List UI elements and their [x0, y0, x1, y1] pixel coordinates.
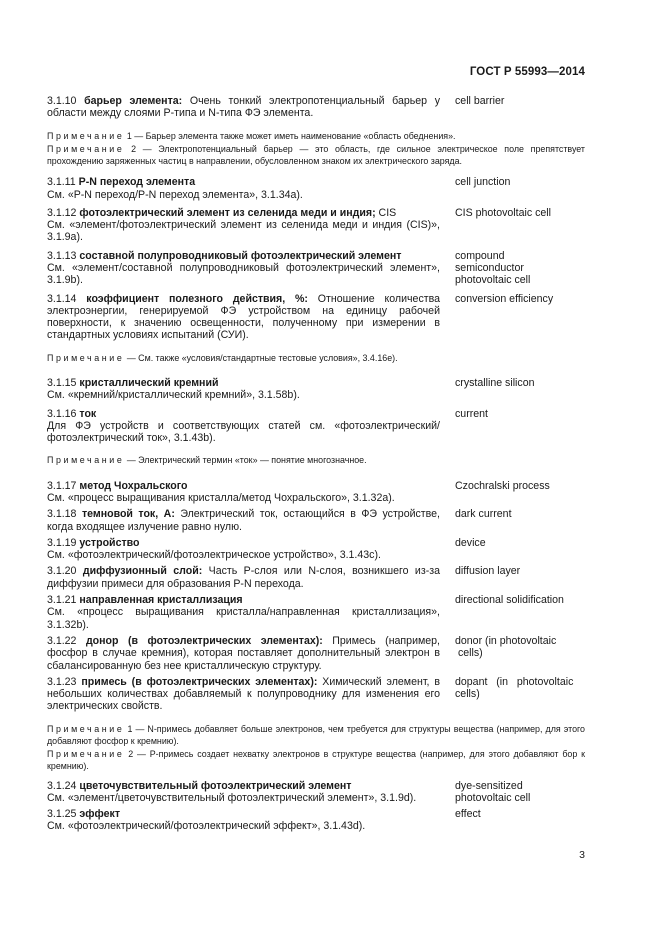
term-definition — [47, 537, 440, 562]
note-label: Примечание — [47, 749, 125, 760]
term-body: См. «фотоэлектрический/фотоэлектрическое устройство», 3.1.43с). — [47, 549, 381, 562]
term-entry — [47, 676, 585, 713]
note-label: Примечание — [47, 143, 125, 154]
term-definition — [47, 508, 440, 533]
term-entry — [47, 594, 585, 631]
term-number: 3.1.21 — [47, 594, 80, 607]
english-equivalent-line: semiconductor — [455, 261, 524, 274]
term-name: примесь (в фотоэлектрических элементах): — [81, 675, 318, 688]
term-entry — [47, 250, 585, 287]
term-name: ток — [79, 407, 97, 420]
term-body: См. «элемент/фотоэлектрический элемент из селенида меди и индия (CIS)», 3.1.9а). — [47, 219, 440, 244]
term-body: Электрический ток, остающийся в ФЭ устройстве, когда входящее излучение равно нулю. — [47, 508, 440, 533]
term-definition — [47, 780, 440, 805]
term-name: фотоэлектрический элемент из селенида меди и индия; — [79, 206, 376, 219]
term-definition — [47, 293, 440, 342]
note-text: — Электрический термин «ток» — понятие многозначное. — [124, 455, 367, 466]
term-entry — [47, 408, 585, 445]
note-label: Примечание — [47, 130, 125, 141]
english-equivalent: CIS photovoltaic cell — [455, 206, 551, 219]
english-equivalent: current — [455, 407, 488, 420]
english-equivalent: cell junction — [455, 176, 511, 189]
term-number: 3.1.23 — [47, 675, 82, 688]
term-definition — [47, 176, 440, 201]
english-equivalent: directional solidification — [455, 594, 564, 607]
term-entry — [47, 377, 585, 402]
note-paragraph — [47, 130, 585, 142]
note-text: 2 — P-примесь создает нехватку электронов в структуре вещества (например, для этого добавляют бор к кремнию). — [47, 749, 585, 772]
term-name: P-N переход элемента — [78, 176, 196, 189]
term-number: 3.1.16 — [47, 407, 80, 420]
note-text: 1 — Барьер элемента также может иметь наименование «область обеднения». — [124, 130, 456, 141]
term-body: См. «фотоэлектрический/фотоэлектрический эффект», 3.1.43d). — [47, 820, 366, 833]
term-entry — [47, 207, 585, 244]
term-number: 3.1.25 — [47, 808, 80, 821]
note-paragraph — [47, 143, 585, 167]
term-body: См. «элемент/составной полупроводниковый фотоэлектрический элемент», 3.1.9b). — [47, 261, 440, 287]
english-equivalent — [455, 635, 587, 660]
english-equivalent — [455, 780, 587, 805]
term-number: 3.1.18 — [47, 508, 82, 521]
term-definition — [47, 565, 440, 590]
term-number: 3.1.12 — [47, 206, 80, 219]
term-body: См. «процесс выращивания кристалла/направленная кристаллизация», 3.1.32b). — [47, 606, 440, 631]
term-number: 3.1.11 — [47, 176, 79, 189]
term-number: 3.1.24 — [47, 779, 80, 792]
english-equivalent-line: photovoltaic cell — [455, 791, 531, 804]
note-text: — См. также «условия/стандартные тестовые условия», 3.4.16е). — [124, 352, 398, 363]
term-name: темновой ток, — [81, 508, 159, 521]
note-paragraph — [47, 454, 585, 466]
english-equivalent: conversion efficiency — [455, 292, 554, 305]
english-equivalent-line: compound — [455, 249, 505, 262]
term-body: См. «процесс выращивания кристалла/метод Чохральского», 3.1.32а). — [47, 491, 395, 504]
term-entry — [47, 808, 585, 833]
note-paragraph — [47, 748, 585, 772]
term-definition — [47, 250, 440, 287]
english-equivalent-line: donor (in photovoltaic — [455, 634, 557, 647]
english-equivalent: crystalline silicon — [455, 376, 535, 389]
term-definition — [47, 408, 440, 445]
term-body: Часть P-слоя или N-слоя, возникшего из-за диффузии примеси для образования P-N перехода. — [47, 565, 440, 590]
term-name: цветочувствительный фотоэлектрический элемент — [79, 779, 352, 792]
english-equivalent-line: cells) — [455, 647, 483, 660]
term-definition — [47, 377, 440, 402]
english-equivalent-line: photovoltaic cell — [455, 274, 531, 287]
term-name: эффект — [79, 808, 121, 821]
document-header: ГОСТ Р 55993—2014 — [469, 66, 585, 78]
term-number: 3.1.10 — [47, 95, 85, 107]
term-body: Для ФЭ устройств и соответствующих статей см. «фотоэлектрический/фотоэлектрический ток», 3.1.43b). — [47, 419, 440, 445]
term-entry — [47, 537, 585, 562]
term-definition — [47, 635, 440, 672]
term-definition — [47, 594, 440, 631]
term-name: метод Чохральского — [79, 479, 188, 492]
term-body: См. «P-N переход/P-N переход элемента», 3.1.34а). — [47, 188, 303, 201]
english-equivalent-line: dye-sensitized — [455, 779, 523, 792]
term-abbreviation: CIS — [375, 206, 397, 219]
english-equivalent-line: cells) — [455, 688, 480, 701]
page-number: 3 — [579, 849, 585, 861]
term-entry — [47, 480, 585, 505]
english-equivalent: Czochralski process — [455, 479, 550, 492]
term-name: донор (в фотоэлектрических элементах): — [85, 634, 323, 647]
term-number: 3.1.19 — [47, 536, 80, 549]
term-entry — [47, 176, 585, 201]
term-number: 3.1.22 — [47, 634, 86, 647]
term-body: Примесь (например, фосфор в случае кремния), которая поставляет дополнительный электрон в сбалансированную без нее кристаллическую структуру. — [47, 634, 440, 672]
term-name: направленная кристаллизация — [79, 594, 243, 607]
term-body: Отношение количества электроэнергии, генерируемой ФЭ устройством на единицу рабочей поверхности, к значению освещенности, полученному при измерении в стандартных условиях испытаний (СУИ). — [47, 292, 440, 342]
term-body: Химический элемент, в небольших количествах добавляемый к полупроводнику для изменения его электрических свойств. — [47, 675, 440, 713]
term-body: См. «элемент/цветочувствительный фотоэлектрический элемент», 3.1.9d). — [47, 791, 417, 804]
term-definition — [47, 207, 440, 244]
term-number: 3.1.13 — [47, 249, 80, 262]
term-name: коэффициент полезного действия, %: — [86, 292, 308, 305]
term-number: 3.1.17 — [47, 479, 80, 492]
term-name: диффузионный слой: — [82, 565, 203, 578]
term-entry — [47, 508, 585, 533]
term-name: барьер элемента: — [84, 95, 183, 107]
term-symbol: A: — [158, 508, 175, 521]
english-equivalent: effect — [455, 808, 481, 821]
english-equivalent — [455, 676, 587, 701]
english-equivalent: diffusion layer — [455, 565, 521, 578]
term-name: составной полупроводниковый фотоэлектрический элемент — [79, 249, 402, 262]
english-equivalent: dark current — [455, 508, 512, 521]
term-entry — [47, 95, 585, 120]
term-entry — [47, 565, 585, 590]
term-definition — [47, 676, 440, 713]
term-body: См. «кремний/кристаллический кремний», 3.1.58b). — [47, 389, 300, 402]
term-entry — [47, 293, 585, 342]
note-label: Примечание — [47, 455, 125, 466]
note-text: 2 — Электропотенциальный барьер — это область, где сильное электрическое поле препятствует прохождению заряженных частиц в направлении, обусловленном знаком их электрического заряда. — [47, 143, 585, 166]
note-label: Примечание — [47, 723, 125, 734]
term-body: Очень тонкий электропотенциальный барьер у области между слоями P-типа и N-типа ФЭ элемента. — [47, 95, 441, 120]
term-definition — [47, 95, 440, 120]
document-body — [47, 95, 585, 833]
term-entry — [47, 635, 585, 672]
english-equivalent: device — [455, 536, 486, 549]
note-paragraph — [47, 352, 585, 364]
note-text: 1 — N-примесь добавляет больше электронов, чем требуется для структуры вещества (например, для этого добавляют фосфор к кремнию). — [47, 723, 585, 746]
english-equivalent-line: dopant (in photovoltaic — [455, 675, 574, 688]
english-equivalent — [455, 250, 587, 287]
note-paragraph — [47, 723, 585, 747]
note-label: Примечание — [47, 352, 125, 363]
term-name: кристаллический кремний — [79, 376, 219, 389]
term-definition — [47, 480, 440, 505]
term-definition — [47, 808, 440, 833]
term-number: 3.1.20 — [47, 565, 83, 578]
term-number: 3.1.14 — [47, 292, 87, 305]
term-name: устройство — [79, 536, 140, 549]
term-number: 3.1.15 — [47, 376, 80, 389]
term-entry — [47, 780, 585, 805]
english-equivalent: cell barrier — [455, 95, 505, 107]
